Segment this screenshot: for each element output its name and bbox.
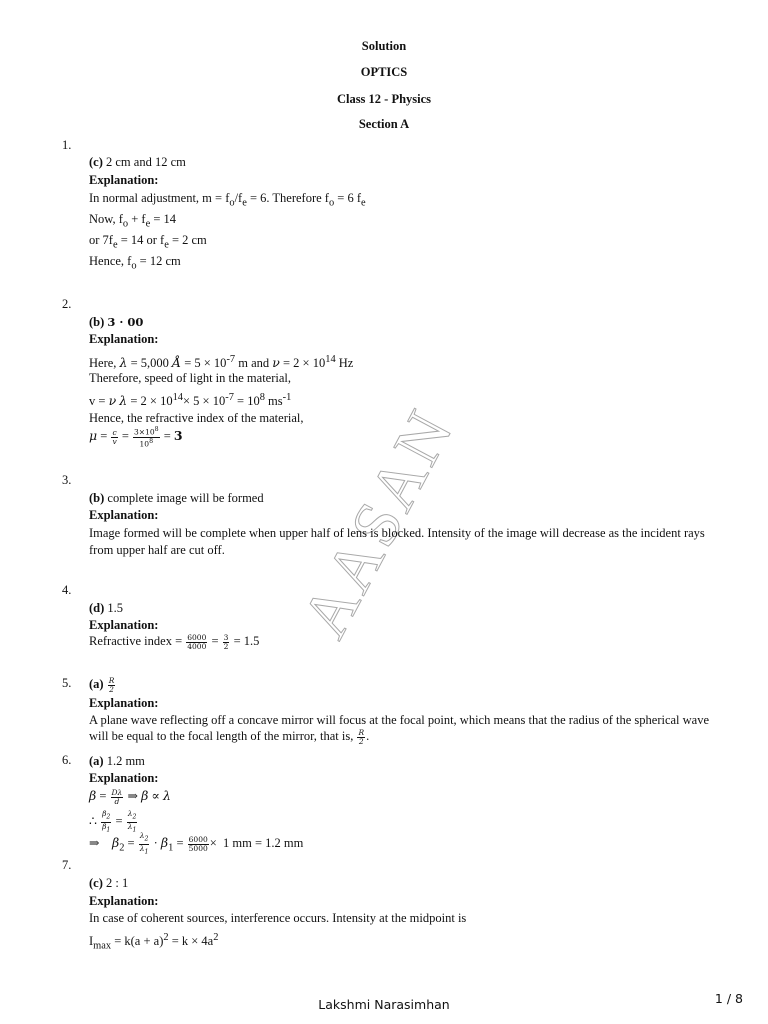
equation-line: β = $\frac{D\lambda}{d}$ ⇒ β ∝ λ <box>89 787 171 806</box>
page-indicator: 1 / 8 <box>714 991 743 1006</box>
answer-line <box>89 490 264 506</box>
explanation-label: Explanation: <box>89 508 159 522</box>
question-number: 4. <box>62 583 72 597</box>
answer-text: 1.2 mm <box>106 754 145 768</box>
answer-text: 2 : 1 <box>106 876 129 890</box>
explanation-label: Explanation: <box>89 332 159 346</box>
explanation-line: Refractive index = $\frac{6000}{4000}$ = $\frac{3}{2}$ = 1.5 <box>89 632 260 651</box>
explanation-label: Explanation: <box>89 618 159 632</box>
answer-text: 2 cm and 12 cm <box>106 155 186 169</box>
explanation-line: Hence, $f_o = 12$ cm <box>89 254 181 272</box>
explanation-line: In normal adjustment, $m = f_o/f_e = 6$. Therefore $f_o = 6$ $f_e$ <box>89 191 366 209</box>
explanation-label: Explanation: <box>89 771 159 785</box>
answer-line <box>89 314 143 330</box>
explanation-line: Image formed will be complete when upper half of lens is blocked. Intensity of the image will decrease as the incident rays <box>89 526 705 540</box>
answer-option: (c) <box>89 876 103 890</box>
question-number: 7. <box>62 858 72 872</box>
answer-line <box>89 154 186 170</box>
explanation-line: or $7f_e = 14$ or $f_e = 2$ cm <box>89 233 207 251</box>
answer-line <box>89 676 116 694</box>
explanation-label: Explanation: <box>89 173 159 187</box>
equation-line: μ = $\frac{c}{v}$ = $\frac{3\times 10^8}{10^8}$ = 3 <box>89 426 183 448</box>
subject-heading: OPTICS <box>360 65 408 79</box>
explanation-line: v = ν $\lambda = 2 \times 10^{14}\times 5 \times 10^{-7} = 10^8$ $ms^{-1}$ <box>89 392 292 409</box>
answer-option: (b) <box>89 315 105 329</box>
answer-line <box>89 600 123 616</box>
question-number: 6. <box>62 753 72 767</box>
answer-text: complete image will be formed <box>107 491 264 505</box>
explanation-line: In case of coherent sources, interference occurs. Intensity at the midpoint is <box>89 911 467 925</box>
section-heading: Section A <box>358 117 410 131</box>
answer-option: (c) <box>89 155 103 169</box>
equation-line: ∴ $\frac{\beta_2}{\beta_1}$ = $\frac{\lambda_2}{\lambda_1}$ <box>89 809 137 833</box>
question-number: 2. <box>62 297 72 311</box>
question-number: 1. <box>62 138 72 152</box>
question-number: 5. <box>62 676 72 690</box>
answer-line <box>89 753 145 769</box>
explanation-line: $I_{max} = k(a + a)^2 = k \times 4a^2$ <box>89 932 219 952</box>
solution-heading: Solution <box>361 39 407 53</box>
footer-author: Lakshmi Narasimhan <box>318 997 450 1012</box>
watermark: AASAN <box>287 396 469 650</box>
explanation-line: from upper half are cut off. <box>89 543 225 557</box>
equation-line: ⇒ $\beta_2$ = $\frac{\lambda_2}{\lambda_1}$ · $\beta_1$ = $\frac{6000}{5000}$ × 1 mm = 1.2 mm <box>89 831 304 855</box>
explanation-line: Therefore, speed of light in the material, <box>89 371 292 385</box>
explanation-line: Now, $f_o + f_e = 14$ <box>89 212 177 230</box>
answer-option: (b) <box>89 491 105 505</box>
answer-fraction: $\frac{R}{2}$ <box>108 675 115 694</box>
answer-line <box>89 875 128 891</box>
answer-text: 3 · 00 <box>107 315 144 329</box>
explanation-line: Here, λ = 5,000 Å = $5 \times 10^{-7}$ m and $\nu = 2 \times 10^{14}$ Hz <box>89 354 354 371</box>
explanation-line: will be equal to the focal length of the mirror, that is, $\frac{R}{2}$ . <box>89 727 370 746</box>
explanation-label: Explanation: <box>89 894 159 908</box>
answer-option: (a) <box>89 754 104 768</box>
question-number: 3. <box>62 473 72 487</box>
explanation-line: A plane wave reflecting off a concave mirror will focus at the focal point, which means that the radius of the spherical wave <box>89 713 710 727</box>
explanation-line: Hence, the refractive index of the material, <box>89 411 304 425</box>
answer-option: (a) <box>89 677 104 691</box>
answer-option: (d) <box>89 601 105 615</box>
answer-text: 1.5 <box>107 601 124 615</box>
explanation-label: Explanation: <box>89 696 159 710</box>
class-heading: Class 12 - Physics <box>336 92 432 106</box>
